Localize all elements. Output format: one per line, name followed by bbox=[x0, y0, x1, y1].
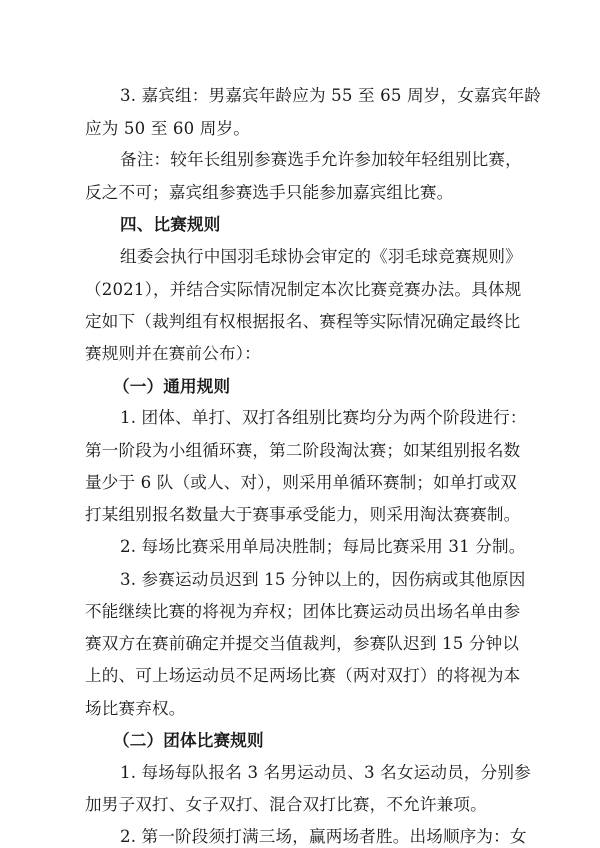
section-heading-rules: 四、比赛规则 bbox=[120, 215, 221, 234]
text-line-3: 备注：较年长组别参赛选手允许参加较年轻组别比赛， bbox=[120, 150, 522, 169]
text-line-12: 第一阶段为小组循环赛，第二阶段淘汰赛；如某组别报名数 bbox=[85, 441, 521, 460]
text-line-24: 2. 第一阶段须打满三场，赢两场者胜。出场顺序为：女 bbox=[120, 827, 527, 846]
text-line-11: 1. 团体、单打、双打各组别比赛均分为两个阶段进行： bbox=[120, 408, 527, 427]
text-line-4: 反之不可；嘉宾组参赛选手只能参加嘉宾组比赛。 bbox=[85, 183, 454, 202]
subheading-team-rules: （二）团体比赛规则 bbox=[113, 731, 264, 750]
text-line-17: 不能继续比赛的将视为弃权；团体比赛运动员出场名单由参 bbox=[85, 602, 521, 621]
text-line-15: 2. 每场比赛采用单局决胜制；每局比赛采用 31 分制。 bbox=[120, 537, 526, 556]
text-line-13: 量少于 6 队（或人、对），则采用单循环赛制；如单打或双 bbox=[85, 473, 517, 492]
text-line-18: 赛双方在赛前确定并提交当值裁判，参赛队迟到 15 分钟以 bbox=[85, 634, 520, 653]
text-line-20: 场比赛弃权。 bbox=[85, 699, 186, 718]
text-line-14: 打某组别报名数量大于赛事承受能力，则采用淘汰赛赛制。 bbox=[85, 505, 521, 524]
text-line-9: 赛规则并在赛前公布）： bbox=[85, 344, 261, 363]
subheading-general-rules: （一）通用规则 bbox=[113, 377, 231, 396]
text-line-16: 3. 参赛运动员迟到 15 分钟以上的，因伤病或其他原因 bbox=[120, 570, 526, 589]
text-line-1: 3. 嘉宾组：男嘉宾年龄应为 55 至 65 周岁，女嘉宾年龄 bbox=[120, 86, 541, 105]
text-line-6: 组委会执行中国羽毛球协会审定的《羽毛球竞赛规则》 bbox=[120, 247, 522, 266]
text-line-8: 定如下（裁判组有权根据报名、赛程等实际情况确定最终比 bbox=[85, 312, 521, 331]
text-line-19: 上的、可上场运动员不足两场比赛（两对双打）的将视为本 bbox=[85, 666, 521, 685]
text-line-2: 应为 50 至 60 周岁。 bbox=[85, 119, 250, 138]
text-line-7: （2021），并结合实际情况制定本次比赛竞赛办法。具体规 bbox=[85, 280, 522, 299]
text-line-23: 加男子双打、女子双打、混合双打比赛，不允许兼项。 bbox=[85, 795, 487, 814]
text-line-22: 1. 每场每队报名 3 名男运动员、3 名女运动员，分别参 bbox=[120, 763, 531, 782]
